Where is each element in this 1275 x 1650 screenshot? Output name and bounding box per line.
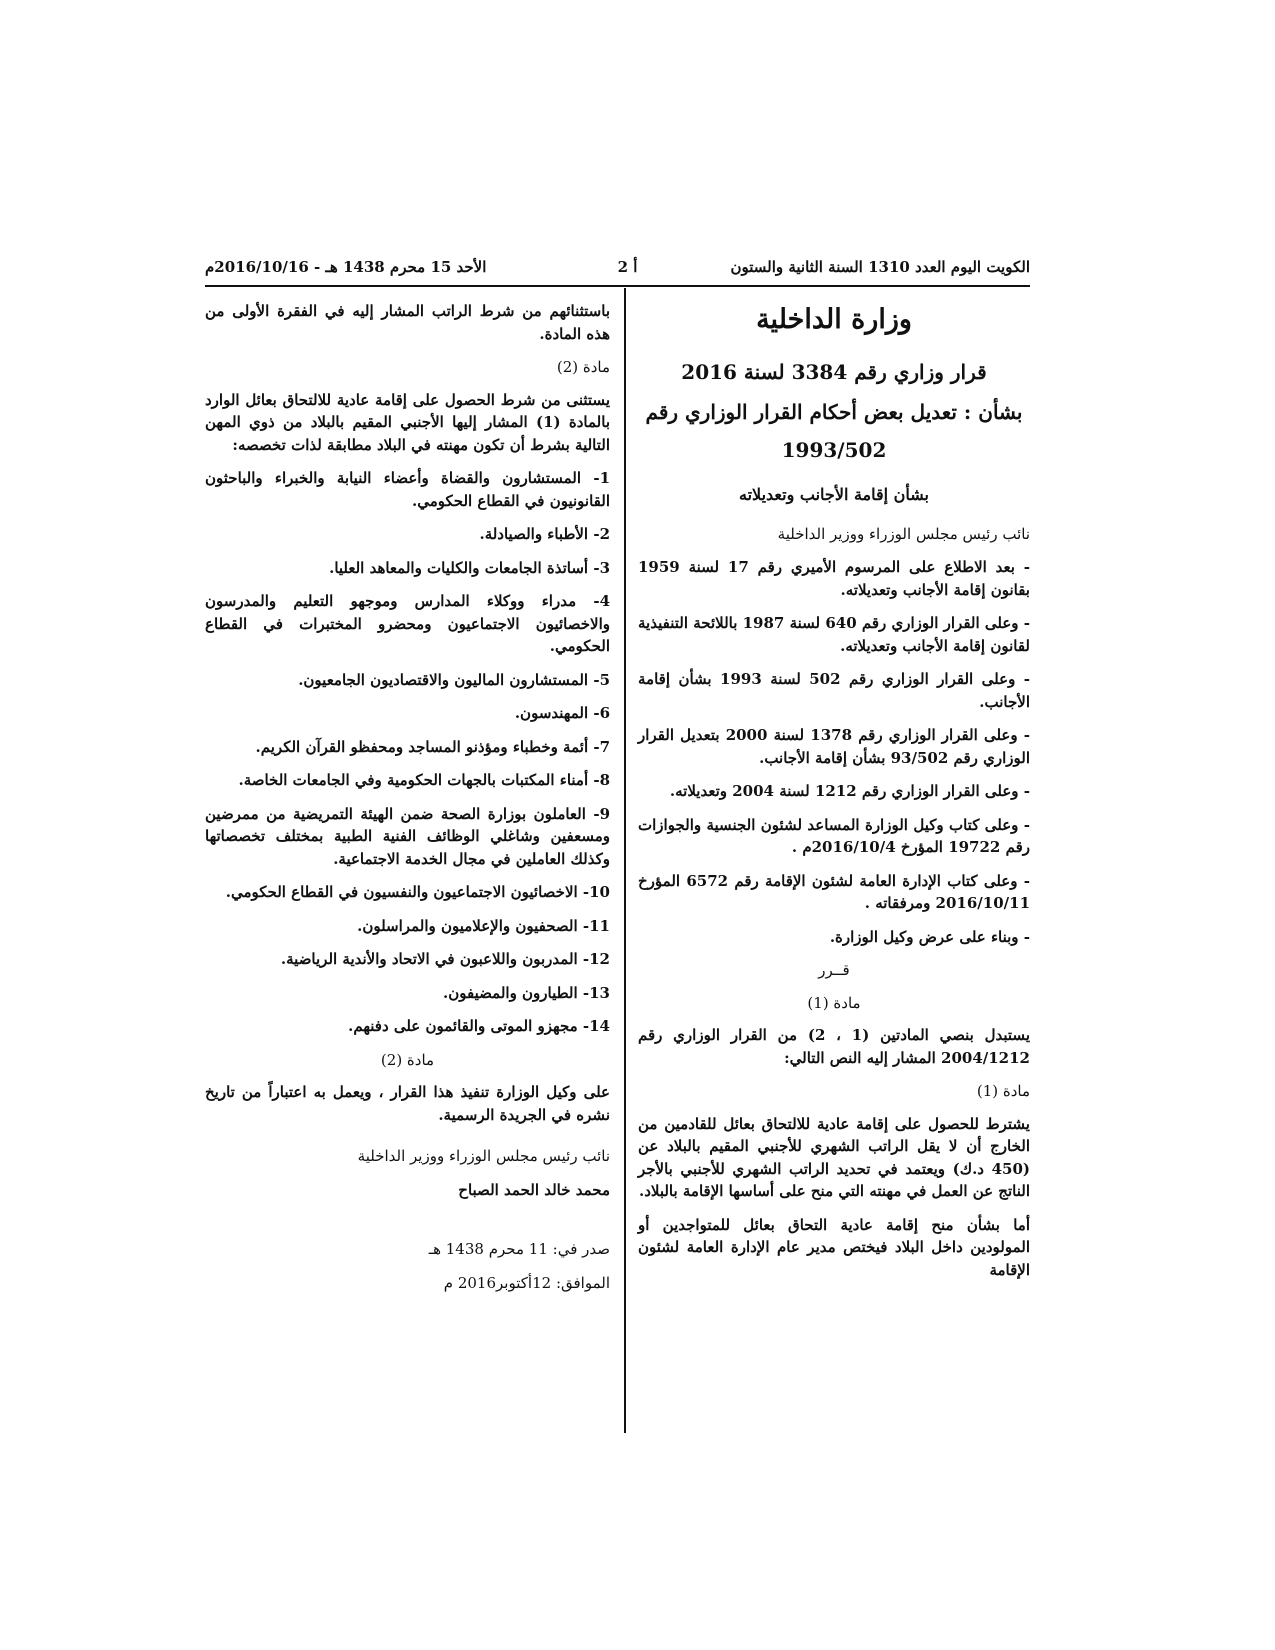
recital: - وعلى القرار الوزاري رقم 1378 لسنة 2000 بتعديل القرار الوزاري رقم 93/502 بشأن إقامة الأجانب. (638, 726, 1031, 767)
profession-item: 3- أساتذة الجامعات والكليات والمعاهد العليا. (329, 558, 610, 577)
recital: - وعلى كتاب وكيل الوزارة المساعد لشئون الجنسية والجوازات رقم 19722 المؤرخ 2016/10/4م . (638, 815, 1030, 856)
profession-item: 14- مجهزو الموتى والقائمون على دفنهم. (348, 1017, 610, 1035)
issuer-line: نائب رئيس مجلس الوزراء ووزير الداخلية (777, 524, 1030, 543)
ministry-title: وزارة الداخلية (756, 304, 912, 335)
profession-item: 1- المستشارون والقضاة وأعضاء النيابة والخبراء والباحثون القانونيون في القطاع الحكومي. (205, 469, 610, 510)
decree-subtitle: بشأن إقامة الأجانب وتعديلاته (738, 484, 929, 504)
profession-item: 11- الصحفيون والإعلاميون والمراسلون. (357, 916, 610, 935)
profession-item: 5- المستشارون الماليون والاقتصاديون الجامعيون. (298, 670, 610, 689)
signer-name: محمد خالد الحمد الصباح (458, 1180, 610, 1199)
corresponding-date: الموافق: 12أكتوبر2016 م (443, 1273, 610, 1292)
column-divider (624, 288, 626, 1433)
recital: - بعد الاطلاع على المرسوم الأميري رقم 17 لسنة 1959 بقانون إقامة الأجانب وتعديلاته. (638, 558, 1030, 599)
inner-article-1-paragraph: يشترط للحصول على إقامة عادية للالتحاق بعائل للقادمين من الخارج أن لا يقل الراتب الشهري للأجنبي المقيم بالبلاد عن (450 د.ك) ويعتمد في تحديد الراتب الشهري للأجنبي بالأجر الناتج عن العمل في مهنته التي منح على أساسها الإقامة بالبلاد. (638, 1114, 1030, 1200)
article-2-text: على وكيل الوزارة تنفيذ هذا القرار ، ويعمل به اعتباراً من تاريخ نشره في الجريدة الرسمية. (205, 1083, 610, 1124)
inner-article-2-text: يستثنى من شرط الحصول على إقامة عادية للالتحاق بعائل الوارد بالمادة (1) المشار إليها الأجنبي المقيم بالبلاد من ذوي المهن التالية بشرط أن تكون مهنته في البلاد مطابقة لذات تخصصه: (205, 390, 610, 454)
profession-item: 8- أمناء المكتبات بالجهات الحكومية وفي الجامعات الخاصة. (238, 771, 610, 789)
recital: - وبناء على عرض وكيل الوزارة. (829, 927, 1030, 946)
profession-item: 7- أئمة وخطباء ومؤذنو المساجد ومحفظو القرآن الكريم. (255, 737, 610, 756)
inner-article-2-heading: مادة (2) (556, 358, 610, 376)
decided-heading: قــرر (818, 961, 850, 979)
gazette-issue-info: الكويت اليوم العدد 1310 السنة الثانية والستون (730, 258, 1030, 276)
right-column (638, 300, 1030, 1292)
decree-subject: بشأن : تعديل بعض أحكام القرار الوزاري رقم (645, 399, 1023, 424)
article-1-heading: مادة (1) (807, 993, 861, 1012)
page-header (205, 252, 1030, 282)
recital: - وعلى القرار الوزاري رقم 640 لسنة 1987 باللائحة التنفيذية لقانون إقامة الأجانب وتعديلاته. (638, 614, 1030, 655)
continuation-paragraph: باستثنائهم من شرط الراتب المشار إليه في الفقرة الأولى من هذه المادة. (205, 302, 610, 343)
decree-subject-number: 1993/502 (781, 437, 887, 462)
page-number: أ 2 (617, 258, 638, 276)
profession-item: 4- مدراء ووكلاء المدارس وموجهو التعليم والمدرسون والاخصائيون الاجتماعيون ومحضرو المختبرات في القطاع الحكومي. (205, 592, 610, 655)
profession-item: 13- الطيارون والمضيفون. (443, 983, 610, 1002)
left-column (205, 300, 610, 1305)
profession-item: 2- الأطباء والصيادلة. (479, 525, 610, 543)
signer-title: نائب رئيس مجلس الوزراء ووزير الداخلية (357, 1147, 610, 1165)
recital: - وعلى كتاب الإدارة العامة لشئون الإقامة رقم 6572 المؤرخ 2016/10/11 ومرفقاته . (638, 871, 1030, 912)
recital: - وعلى القرار الوزاري رقم 502 لسنة 1993 بشأن إقامة الأجانب. (638, 670, 1031, 711)
issued-date: صدر في: 11 محرم 1438 هـ (428, 1240, 610, 1258)
article-1-text: يستبدل بنصي المادتين (1 ، 2) من القرار الوزاري رقم 2004/1212 المشار إليه النص التالي: (638, 1026, 1030, 1067)
profession-item: 12- المدربون واللاعبون في الاتحاد والأندية الرياضية. (280, 950, 610, 968)
recital: - وعلى القرار الوزاري رقم 1212 لسنة 2004 وتعديلاته. (669, 782, 1030, 800)
profession-item: 6- المهندسون. (514, 704, 610, 722)
profession-item: 10- الاخصائيون الاجتماعيون والنفسيون في القطاع الحكومي. (225, 883, 610, 901)
decree-title: قرار وزاري رقم 3384 لسنة 2016 (681, 359, 987, 384)
header-rule (205, 285, 1030, 287)
issue-date: الأحد 15 محرم 1438 هـ - 2016/10/16م (205, 258, 487, 276)
article-2-heading: مادة (2) (380, 1050, 435, 1069)
profession-item: 9- العاملون بوزارة الصحة ضمن الهيئة التمريضية من ممرضين ومسعفين وشاغلي الوظائف الفنية الطبية بمختلف تخصصاتها وكذلك العاملين في مجال الخدمة الاجتماعية. (205, 804, 610, 868)
inner-article-1-paragraph: أما بشأن منح إقامة عادية التحاق بعائل للمتواجدين أو المولودين داخل البلاد فيختص مدير عام الإدارة العامة لشئون الإقامة (638, 1215, 1030, 1279)
inner-article-1-heading: مادة (1) (976, 1082, 1030, 1100)
